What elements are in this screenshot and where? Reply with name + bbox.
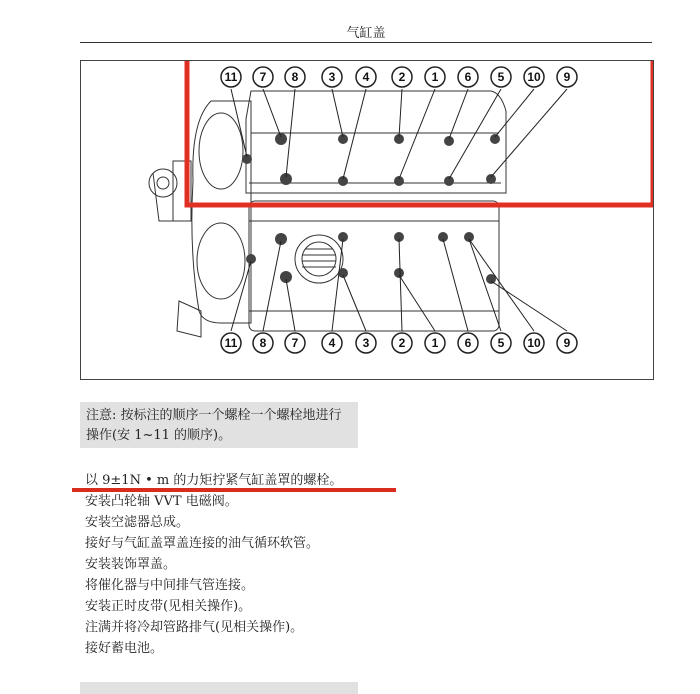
step-timing-belt: 安装正时皮带(见相关操作)。: [85, 599, 252, 614]
bottom-label-11: 9: [563, 336, 571, 350]
page-title: 气缸盖: [346, 26, 386, 41]
bottom-label-5: 3: [362, 336, 370, 350]
top-label-2: 7: [259, 70, 267, 84]
step-cover: 安装装饰罩盖。: [85, 557, 177, 572]
top-label-5: 4: [362, 70, 370, 84]
bottom-label-8: 6: [464, 336, 472, 350]
top-label-7: 1: [431, 70, 439, 84]
step-torque: 以 9±1N • m 的力矩拧紧气缸盖罩的螺栓。: [85, 473, 343, 488]
top-label-3: 8: [291, 70, 299, 84]
step-hose: 接好与气缸盖罩盖连接的油气循环软管。: [85, 536, 320, 551]
next-note-box: [80, 682, 358, 694]
bottom-label-3: 7: [291, 336, 299, 350]
top-label-8: 6: [464, 70, 472, 84]
note-text: 注意: 按标注的顺序一个螺栓一个螺栓地进行操作(安 1~11 的顺序)。: [86, 408, 342, 443]
step-battery: 接好蓄电池。: [85, 641, 164, 656]
top-label-10: 10: [527, 70, 541, 84]
top-label-9: 5: [497, 70, 505, 84]
top-label-4: 3: [328, 70, 336, 84]
step-catalyst: 将催化器与中间排气管连接。: [85, 578, 255, 593]
cylinder-head-diagram: [80, 60, 654, 380]
bottom-label-6: 2: [398, 336, 406, 350]
step-air-filter: 安装空滤器总成。: [85, 515, 190, 530]
step-coolant: 注满并将冷却管路排气(见相关操作)。: [85, 620, 304, 635]
top-label-11: 9: [563, 70, 571, 84]
bottom-label-2: 8: [259, 336, 267, 350]
bottom-label-9: 5: [497, 336, 505, 350]
bottom-label-1: 11: [224, 336, 238, 350]
top-label-6: 2: [398, 70, 406, 84]
procedure-steps: [85, 470, 485, 659]
page-header: [80, 20, 652, 43]
top-label-1: 11: [224, 70, 238, 84]
bottom-label-4: 4: [328, 336, 336, 350]
bottom-label-7: 1: [431, 336, 439, 350]
engine-illustration: [81, 61, 653, 379]
red-underline: [72, 488, 396, 492]
note-box: [80, 402, 358, 448]
step-vvt: 安装凸轮轴 VVT 电磁阀。: [85, 494, 238, 509]
bottom-label-10: 10: [527, 336, 541, 350]
